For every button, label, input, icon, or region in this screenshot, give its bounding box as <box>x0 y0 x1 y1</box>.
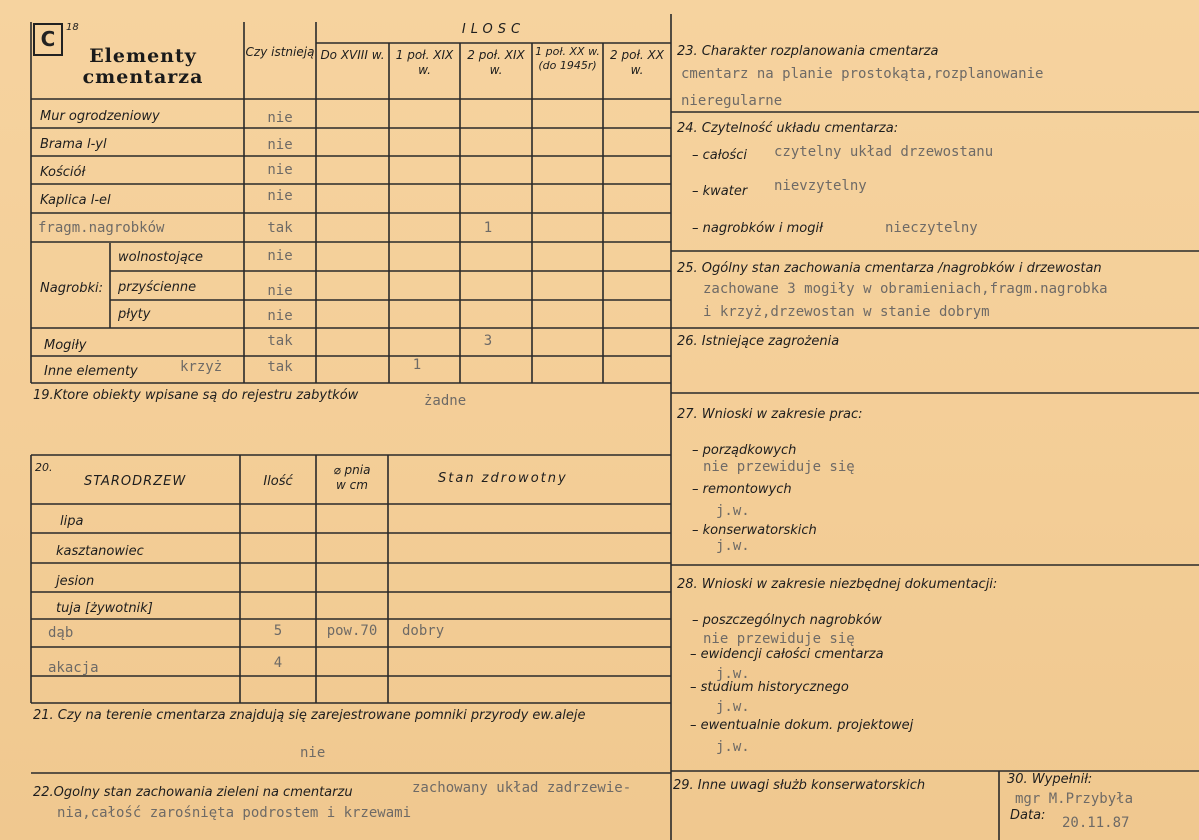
s28-projektowej-value: j.w. <box>716 739 750 755</box>
s20-number: 20. <box>35 461 53 474</box>
s20-col-pnia <box>316 463 388 493</box>
s24-calosci-label: – całości <box>692 148 747 163</box>
tree-akacja-ilosc: 4 <box>273 655 283 671</box>
col-header-period-4: 1 poł. XX w. (do 1945r) <box>535 45 600 72</box>
tree-row-tuja: tuja [żywotnik] <box>56 601 153 616</box>
s20-col-pnia-line2: w cm <box>336 478 368 492</box>
row-label-kosciol: Kościół <box>40 165 86 180</box>
s28-studium-label: – studium historycznego <box>690 680 849 695</box>
row-czy-brama: nie <box>267 137 293 153</box>
row-label-kaplica: Kaplica l-el <box>40 193 111 208</box>
s27-konserwatorskich-value: j.w. <box>716 538 750 554</box>
row-label-wolnostojace: wolnostojące <box>118 250 203 265</box>
s28-label: 28. Wnioski w zakresie niezbędnej dokumentacji: <box>677 577 998 592</box>
s24-nagrobkow-value: nieczytelny <box>885 220 978 236</box>
row-fragm-period-3: 1 <box>483 220 493 236</box>
s25-label: 25. Ogólny stan zachowania cmentarza /nagrobków i drzewostan <box>677 261 1102 276</box>
s30-data-label: Data: <box>1010 808 1046 823</box>
s23-label: 23. Charakter rozplanowania cmentarza <box>677 44 939 59</box>
row-label-przyscienne: przyścienne <box>118 280 197 295</box>
col-header-czy-istnieja: Czy istnieją <box>245 45 315 59</box>
row-czy-wolnostojace: nie <box>267 248 293 264</box>
s30-date: 20.11.87 <box>1062 815 1130 831</box>
col-header-ilosc: ILOSC <box>461 22 526 37</box>
s27-label: 27. Wnioski w zakresie prac: <box>677 407 863 422</box>
s24-label: 24. Czytelność układu cmentarza: <box>677 121 899 136</box>
s28-projektowej-label: – ewentualnie dokum. projektowej <box>690 718 914 733</box>
row-inne-extra: krzyż <box>180 359 223 375</box>
s22-value-line1: zachowany układ zadrzewie- <box>412 780 632 796</box>
row-inne-period-2: 1 <box>412 357 422 373</box>
s30-label: 30. Wypełnił: <box>1007 772 1093 787</box>
nagrobki-group-label: Nagrobki: <box>40 281 104 296</box>
s22-value-line2: nia,całość zarośnięta podrostem i krzewami <box>57 805 412 821</box>
col-header-period-3: 2 poł. XIX w. <box>467 48 525 77</box>
s26-label: 26. Istniejące zagrożenia <box>677 334 840 349</box>
row-czy-kaplica: nie <box>267 188 293 204</box>
s30-name: mgr M.Przybyła <box>1015 791 1134 807</box>
s24-kwater-label: – kwater <box>692 184 748 199</box>
s27-porzadkowych-value: nie przewiduje się <box>703 459 855 475</box>
row-czy-plyty: nie <box>267 308 293 324</box>
row-mogily-period-3: 3 <box>483 333 493 349</box>
s19-label: 19.Ktore obiekty wpisane są do rejestru zabytków <box>33 388 359 403</box>
tree-dab-stan: dobry <box>402 623 445 639</box>
s27-remontowych-value: j.w. <box>716 503 750 519</box>
s27-porzadkowych-label: – porządkowych <box>692 443 797 458</box>
row-label-mur: Mur ogrodzeniowy <box>40 109 160 124</box>
s21-label: 21. Czy na terenie cmentarza znajdują się zarejestrowane pomniki przyrody ew.aleje <box>33 708 586 723</box>
s20-col-stan: Stan zdrowotny <box>438 471 568 486</box>
s21-value: nie <box>300 745 326 761</box>
s20-col-starodrzew: STARODRZEW <box>84 474 187 489</box>
row-czy-fragm: tak <box>267 220 293 236</box>
tree-row-lipa: lipa <box>60 514 84 529</box>
s24-nagrobkow-label: – nagrobków i mogił <box>692 221 823 236</box>
s28-studium-value: j.w. <box>716 699 750 715</box>
tree-dab-ilosc: 5 <box>273 623 283 639</box>
s22-label: 22.Ogolny stan zachowania zieleni na cmentarzu <box>33 785 353 800</box>
s27-remontowych-label: – remontowych <box>692 482 792 497</box>
s28-poszczegolnych-value: nie przewiduje się <box>703 631 855 647</box>
row-czy-kosciol: nie <box>267 162 293 178</box>
tree-dab-pien: pow.70 <box>326 623 378 639</box>
row-label-plyty: płyty <box>118 307 151 322</box>
s24-calosci-value: czytelny układ drzewostanu <box>774 144 994 160</box>
tree-row-dab: dąb <box>48 625 74 641</box>
row-czy-inne: tak <box>267 359 293 375</box>
s28-ewidencji-label: – ewidencji całości cmentarza <box>690 647 884 662</box>
col-header-period-2: 1 poł. XIX w. <box>395 48 454 77</box>
card-section-letter: C <box>33 23 63 56</box>
table-title-line2: cmentarza <box>82 66 204 88</box>
card-section-number: 18 <box>66 22 79 33</box>
row-label-fragm-nagrobkow: fragm.nagrobków <box>38 220 165 236</box>
row-czy-mogily: tak <box>267 333 293 349</box>
tree-row-kasztanowiec: kasztanowiec <box>56 544 144 559</box>
s25-value-line1: zachowane 3 mogiły w obramieniach,fragm.nagrobka <box>703 281 1108 297</box>
row-label-mogily: Mogiły <box>44 338 87 353</box>
s28-ewidencji-value: j.w. <box>716 666 750 682</box>
col-header-period-5: 2 poł. XX w. <box>610 48 664 77</box>
s29-label: 29. Inne uwagi służb konserwatorskich <box>673 778 926 793</box>
tree-row-jesion: jesion <box>56 574 95 589</box>
s23-value-line2: nieregularne <box>681 93 783 109</box>
table-title-line1: Elementy <box>89 45 197 67</box>
table-title <box>68 46 218 88</box>
row-czy-przyscienne: nie <box>267 283 293 299</box>
row-czy-mur: nie <box>267 110 293 126</box>
s25-value-line2: i krzyż,drzewostan w stanie dobrym <box>703 304 990 320</box>
s23-value-line1: cmentarz na planie prostokąta,rozplanowanie <box>681 66 1044 82</box>
tree-row-akacja: akacja <box>48 660 99 676</box>
s27-konserwatorskich-label: – konserwatorskich <box>692 523 817 538</box>
row-label-brama: Brama l-yl <box>40 137 107 152</box>
s28-poszczegolnych-label: – poszczególnych nagrobków <box>692 613 882 628</box>
s20-col-ilosc: Ilość <box>263 474 293 489</box>
s19-value: żadne <box>424 393 467 409</box>
col-header-period-1: Do XVIII w. <box>320 48 385 62</box>
s20-col-pnia-line1: ⌀ pnia <box>333 463 371 477</box>
s24-kwater-value: nievzytelny <box>774 178 867 194</box>
row-label-inne: Inne elementy <box>44 364 138 379</box>
